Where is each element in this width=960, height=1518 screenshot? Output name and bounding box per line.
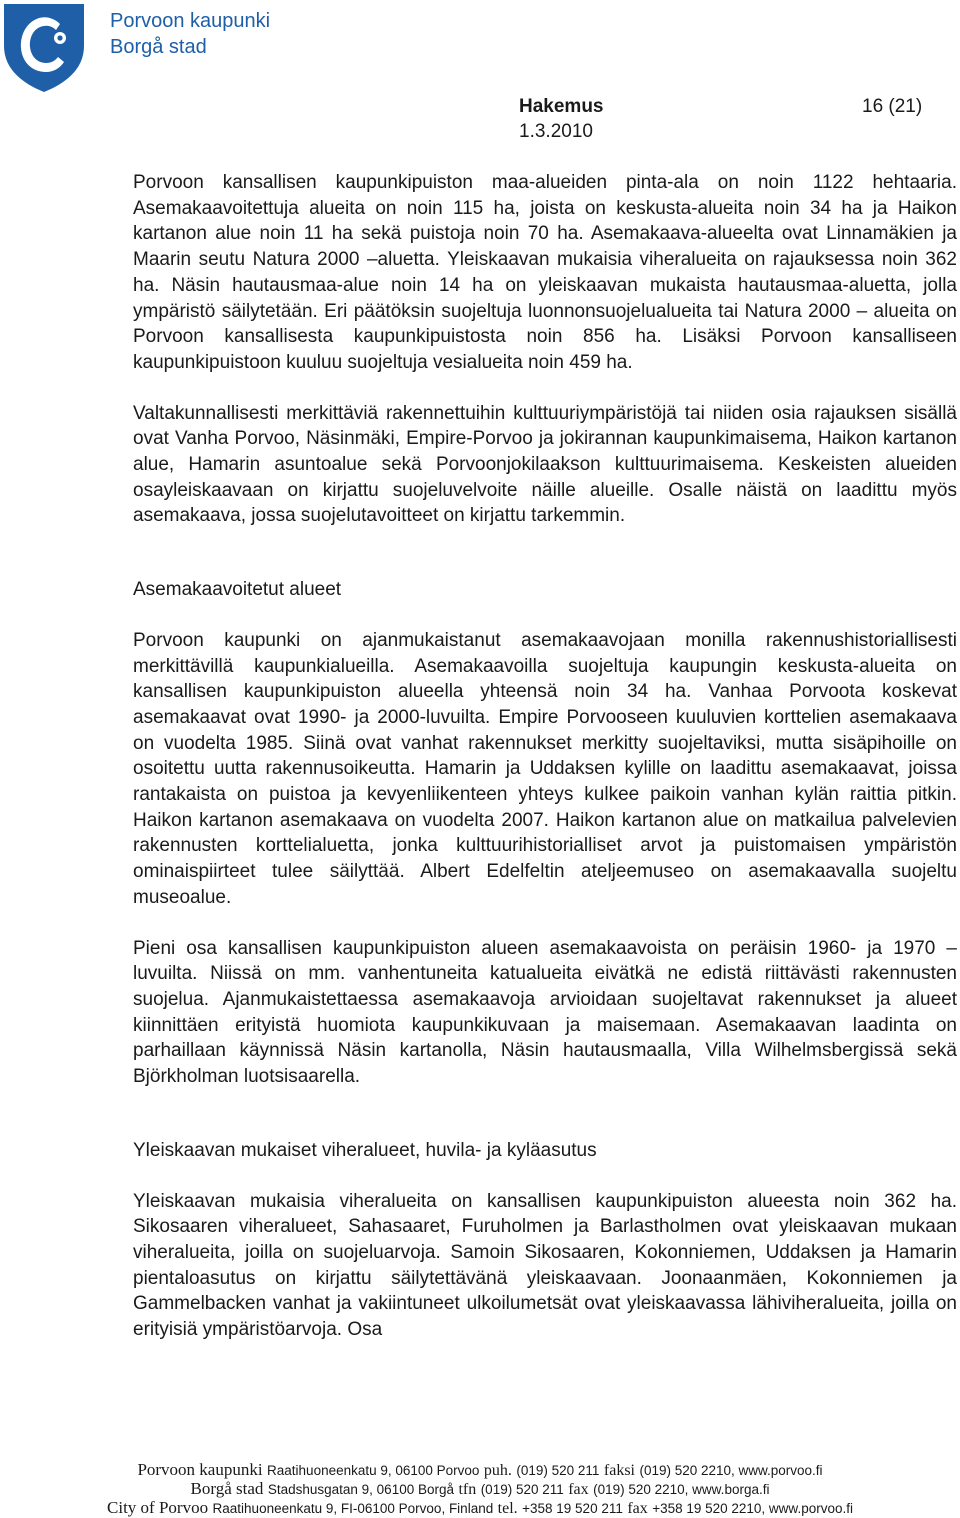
footer-fax-web: (019) 520 2210, www.borga.fi	[593, 1482, 770, 1497]
footer-org-name: City of Porvoo	[107, 1498, 209, 1517]
footer-address: Raatihuoneenkatu 9, 06100 Porvoo	[267, 1463, 480, 1478]
footer-fax-label: fax	[627, 1500, 648, 1517]
footer-address: Raatihuoneenkatu 9, FI-06100 Porvoo, Finland	[212, 1501, 494, 1516]
footer-address: Stadshusgatan 9, 06100 Borgå	[267, 1482, 454, 1497]
document-type: Hakemus	[519, 96, 604, 117]
paragraph-green-areas: Yleiskaavan mukaisia viheralueita on kansallisen kaupunkipuiston alueesta noin 362 ha. Sikosaaren viheralueet, Sahasaaret, Furuholmen ja Barlastholmen ovat yleiskaavan mukaan viheralueita, joilla on suojeluarvoja. Samoin Sikosaaren, Kokonniemen, Uddaksen ja Hamarin pientaloasutus on kirjattu säilytettävänä yleiskaavaan. Joonaanmäen, Kokonniemen ja Gammelbacken vanhat ja vakiintuneet ulkoilumetsät ovat yleiskaavassa lähiviheralueita, joilla on erityisiä ympäristöarvoja. Osa	[133, 1190, 957, 1341]
porvoo-coat-of-arms-logo	[2, 2, 86, 94]
footer-phone: +358 19 520 211	[522, 1501, 623, 1516]
paragraph-zoning-updates: Porvoon kaupunki on ajanmukaistanut asemakaavojaan monilla rakennushistoriallisesti merkittävillä kaupunkialueilla. Asemakaavoilla suojeltuja kaupungin keskusta-alueita on kansallisen kaupunkipuiston alueella yhteensä noin 34 ha. Vanhaa Porvoota koskevat asemakaavat ovat 1990- ja 2000-luvuilta. Empire Porvooseen kuuluvien korttelien asemakaava on vuodelta 1985. Siinä ovat vanhat rakennukset merkitty suojeltaviksi, mutta sisäpihoille on osoitettu uutta rakennusoikeutta. Hamarin ja Uddaksen kylille on laadittu asemakaavat, joissa rantakaista on puistoa ja kevyenliikenteen yhteys kulkee paikoin vanhan kylän raittia pitkin. Haikon kartanon asemakaava on vuodelta 2007. Haikon kartanon alue on matkailua palvelevien rakennusten korttelialuetta, jonka kulttuurihistorialliset arvot ja puistomaisen ympäristön ominaispiirteet tulee säilyttää. Albert Edelfeltin ateljeemuseo on asemakaavalla suojeltu museoalue.	[133, 629, 957, 908]
page-number: 16 (21)	[862, 96, 923, 117]
footer-phone: (019) 520 211	[516, 1463, 600, 1478]
footer-line-english	[0, 1498, 960, 1518]
footer-phone-label: tel.	[497, 1500, 518, 1517]
section-heading-zoned-areas: Asemakaavoitetut alueet	[133, 579, 342, 601]
paragraph-national-cultural-environments: Valtakunnallisesti merkittäviä rakennettuihin kulttuuriympäristöjä tai niiden osia rajauksen sisällä ovat Vanha Porvoo, Näsinmäki, Empire-Porvoo ja jokirannan kaupunkimaisema, Haikon kartanon alue, Hamarin asuntoalue sekä Porvoonjokilaakson kulttuurimaisema. Keskeisten alueiden osayleiskaavaan on kirjattu suojeluvelvoite näille alueille. Osalle näistä on laadittu myös asemakaava, jossa suojelutavoitteet on kirjattu tarkemmin.	[133, 402, 957, 527]
footer-org-name: Borgå stad	[190, 1479, 264, 1498]
section-heading-green-areas: Yleiskaavan mukaiset viheralueet, huvila- ja kyläasutus	[133, 1139, 597, 1161]
org-name-finnish: Porvoon kaupunki	[110, 10, 271, 32]
footer-phone: (019) 520 211	[480, 1482, 564, 1497]
footer-org-name: Porvoon kaupunki	[137, 1460, 263, 1479]
document-body	[133, 170, 957, 1343]
footer-line-finnish	[0, 1460, 960, 1480]
document-date: 1.3.2010	[519, 121, 593, 142]
footer-fax-web: +358 19 520 2210, www.porvoo.fi	[652, 1501, 853, 1516]
footer-fax-web: (019) 520 2210, www.porvoo.fi	[639, 1463, 823, 1478]
paragraph-park-land-area: Porvoon kansallisen kaupunkipuiston maa-alueiden pinta-ala on noin 1122 hehtaaria. Asemakaavoitettuja alueita on noin 115 ha, joista on keskusta-alueita noin 34 ha ja Haikon kartanon alue noin 11 ha sekä puistoja noin 70 ha. Asemakaava-alueelta ovat Linnamäkien ja Maarin seutu Natura 2000 –aluetta. Yleiskaavan mukaisia viheralueita on rajauksessa noin 362 ha. Näsin hautausmaa-alue noin 14 ha on yleiskaavan mukaista hautausmaa-aluetta, jolla ympäristö säilytetään. Eri päätöksin suojeltuja luonnonsuojelualueita tai Natura 2000 – alueita on Porvoon kansallisesta kaupunkipuistosta noin 856 ha. Lisäksi Porvoon kansalliseen kaupunkipuistoon kuuluu suojeltuja vesialueita noin 459 ha.	[133, 172, 957, 373]
paragraph-old-zoning-plans: Pieni osa kansallisen kaupunkipuiston alueen asemakaavoista on peräisin 1960- ja 1970 – luvuilta. Niissä on mm. vanhentuneita katualueita eivätkä ne edistä riittävästi rakennusten suojelua. Ajanmukaistettaessa asemakaavoja arvioidaan suojeltavat rakennukset ja alueet kiinnittäen erityistä huomiota kaupunkikuvaan ja maisemaan. Asemakaavan laadinta on parhaillaan käynnissä Näsin kartanolla, Näsin hautausmaalla, Villa Wilhelmsbergissä sekä Björkholman luotsisaarella.	[133, 937, 957, 1088]
footer-fax-label: fax	[568, 1481, 589, 1498]
footer-phone-label: tfn	[458, 1481, 477, 1498]
footer-phone-label: puh.	[483, 1462, 512, 1479]
footer-fax-label: faksi	[603, 1462, 635, 1479]
org-name-swedish: Borgå stad	[110, 36, 207, 58]
footer-line-swedish	[0, 1479, 960, 1499]
